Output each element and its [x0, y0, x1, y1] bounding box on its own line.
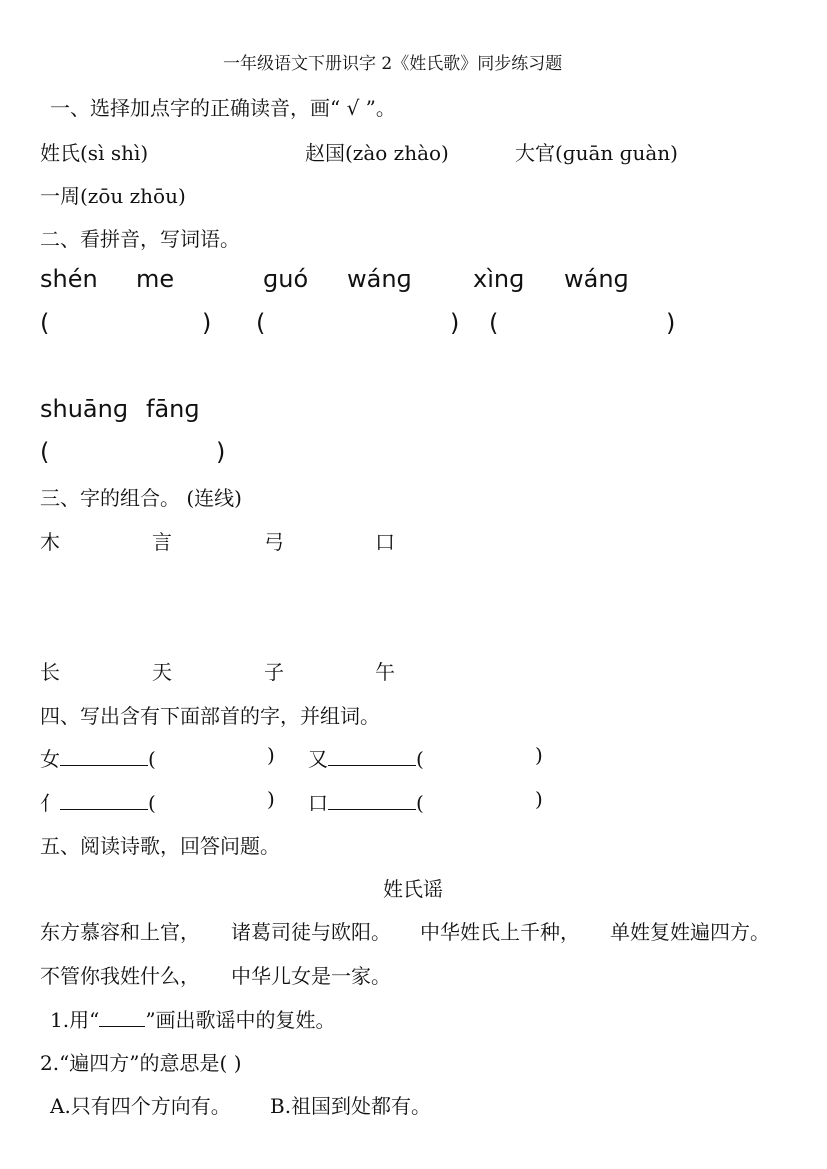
answer-blank [328, 765, 416, 766]
poem-line-3: 中华姓氏上千种， [420, 920, 580, 944]
paren-open: ( [416, 791, 424, 815]
page-title: 一年级语文下册识字 2《姓氏歌》同步练习题 [223, 54, 563, 74]
poem-line-6: 中华儿女是一家。 [231, 964, 391, 988]
poem-title: 姓氏谣 [383, 877, 443, 901]
poem-line-5: 不管你我姓什么， [40, 964, 200, 988]
pinyin-me: me [136, 265, 175, 293]
underline-sample [99, 1026, 145, 1027]
section-5-heading: 五、阅读诗歌，回答问题。 [40, 834, 280, 858]
option-a: A.只有四个方向有。 [50, 1094, 231, 1118]
radical-row-2-right [308, 787, 424, 816]
pinyin-shuang: shuānɡ [40, 395, 129, 423]
paren-open: ( [416, 747, 424, 771]
pinyin-wang-2: wánɡ [564, 265, 629, 293]
radical-2: 又 [308, 747, 328, 771]
s1-item-4: 一周(zōu zhōu) [40, 184, 186, 208]
radical-row-1-right [308, 743, 424, 772]
question-1 [50, 1004, 336, 1033]
paren-close: ) [535, 787, 543, 811]
s1-item-1: 姓氏(sì shì) [40, 141, 149, 165]
answer-box-3-close: ) [666, 309, 676, 337]
match-bottom-4: 午 [375, 660, 395, 684]
question-1-post: ”画出歌谣中的复姓。 [145, 1008, 336, 1032]
pinyin-guo: ɡuó [263, 265, 309, 293]
question-1-pre: 1.用“ [50, 1008, 100, 1032]
paren-open: ( [148, 791, 156, 815]
s1-item-3: 大官(ɡuān ɡuàn) [515, 141, 678, 165]
match-bottom-1: 长 [40, 660, 60, 684]
section-4-heading: 四、写出含有下面部首的字，并组词。 [40, 704, 380, 728]
section-2-heading: 二、看拼音，写词语。 [40, 227, 240, 251]
answer-blank [60, 809, 148, 810]
match-top-4: 口 [375, 530, 395, 554]
section-3-heading: 三、字的组合。 (连线) [40, 486, 242, 510]
answer-box-1-open: ( [40, 309, 50, 337]
match-bottom-3: 子 [264, 660, 284, 684]
paren-close: ) [267, 787, 275, 811]
pinyin-shen: shén [40, 265, 98, 293]
radical-row-1-left [40, 743, 156, 772]
paren-close: ) [535, 743, 543, 767]
answer-box-4-open: ( [40, 438, 50, 466]
radical-3: 亻 [40, 791, 60, 815]
answer-box-1-close: ) [202, 309, 212, 337]
radical-4: 口 [308, 791, 328, 815]
s1-item-2: 赵国(zào zhào) [305, 141, 449, 165]
match-top-3: 弓 [264, 530, 284, 554]
option-b: B.祖国到处都有。 [270, 1094, 432, 1118]
pinyin-wang-1: wánɡ [347, 265, 412, 293]
poem-line-2: 诸葛司徒与欧阳。 [231, 920, 391, 944]
answer-box-4-close: ) [216, 438, 226, 466]
answer-box-2-open: ( [256, 309, 266, 337]
pinyin-xing: xìnɡ [473, 265, 525, 293]
pinyin-fang: fānɡ [146, 395, 200, 423]
paren-open: ( [148, 747, 156, 771]
match-top-2: 言 [152, 530, 172, 554]
match-top-1: 木 [40, 530, 60, 554]
answer-box-3-open: ( [489, 309, 499, 337]
poem-line-4: 单姓复姓遍四方。 [610, 920, 770, 944]
question-2: 2.“遍四方”的意思是( ) [40, 1051, 242, 1075]
radical-row-2-left [40, 787, 156, 816]
match-bottom-2: 天 [152, 660, 172, 684]
answer-blank [60, 765, 148, 766]
paren-close: ) [267, 743, 275, 767]
radical-1: 女 [40, 747, 60, 771]
answer-box-2-close: ) [450, 309, 460, 337]
poem-line-1: 东方慕容和上官， [40, 920, 200, 944]
section-1-heading: 一、选择加点字的正确读音，画“ √ ”。 [50, 96, 396, 120]
answer-blank [328, 809, 416, 810]
